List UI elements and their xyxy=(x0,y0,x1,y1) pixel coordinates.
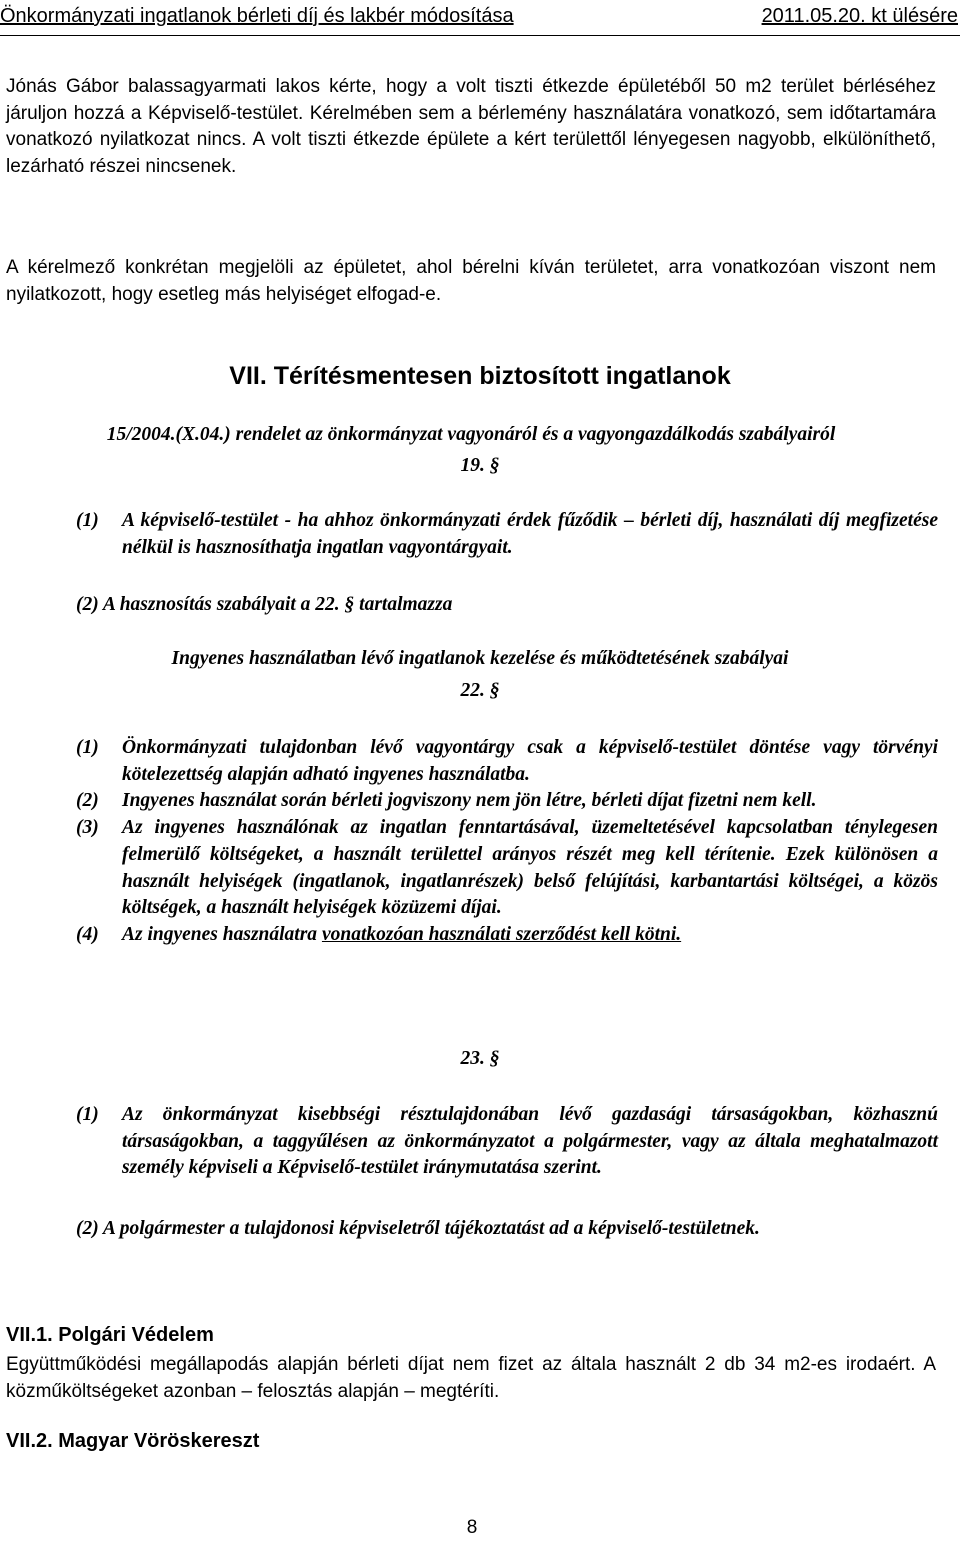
paragraph-19-item-2: (2) A hasznosítás szabályait a 22. § tartalmazza xyxy=(76,594,453,615)
paragraph-19-heading: 19. § xyxy=(460,455,500,476)
item-number: (1) xyxy=(76,510,99,531)
list-item xyxy=(76,735,938,788)
item-number: (1) xyxy=(76,737,99,758)
header-date: 2011.05.20. kt ülésére xyxy=(761,5,958,27)
section-vii1-text: Együttműködési megállapodás alapján bérleti díjat nem fizet az általa használt 2 db 34 m2-es irodaért. A közműköltségeket azonban – felosztás alapján – megtéríti. xyxy=(6,1354,936,1402)
list-item xyxy=(76,815,938,922)
page-number: 8 xyxy=(466,1517,478,1538)
item-number: (1) xyxy=(76,1104,99,1125)
list-item xyxy=(76,788,938,815)
item-number: (3) xyxy=(76,817,99,839)
header-title: Önkormányzati ingatlanok bérleti díj és lakbér módosítása xyxy=(0,5,514,27)
paragraph-23-item-2: (2) A polgármester a tulajdonosi képviseletről tájékoztatást ad a képviselő-testületnek. xyxy=(76,1218,760,1239)
section-vii1-heading: VII.1. Polgári Védelem xyxy=(6,1324,214,1346)
document-header xyxy=(0,3,960,36)
item-text: Önkormányzati tulajdonban lévő vagyontárgy csak a képviselő-testület döntése vagy törvényi kötelezettség alapján adható ingyenes használatba. xyxy=(122,737,938,785)
intro-paragraph-2: A kérelmező konkrétan megjelöli az épületet, ahol bérelni kíván területet, arra vonatkozóan viszont nem nyilatkozott, hogy esetleg más helyiséget elfogad-e. xyxy=(6,257,936,305)
paragraph-23-heading: 23. § xyxy=(460,1048,500,1069)
item-text xyxy=(76,922,938,949)
paragraph-19-item-1 xyxy=(76,508,938,561)
item-number: (4) xyxy=(76,923,99,945)
section-vii2-heading: VII.2. Magyar Vöröskereszt xyxy=(6,1430,260,1452)
item-number: (2) xyxy=(76,790,99,812)
section-vii-heading: VII. Térítésmentesen biztosított ingatlanok xyxy=(229,362,731,390)
list-item xyxy=(76,922,938,949)
paragraph-22-list xyxy=(76,735,938,949)
rendelet-title: 15/2004.(X.04.) rendelet az önkormányzat vagyonáról és a vagyongazdálkodás szabályairól xyxy=(106,424,836,445)
item-text-underlined: vonatkozóan használati szerződést kell kötni. xyxy=(321,923,682,945)
paragraph-22-title: Ingyenes használatban lévő ingatlanok kezelése és működtetésének szabályai xyxy=(171,648,789,669)
item-text: A képviselő-testület - ha ahhoz önkormányzati érdek fűződik – bérleti díj, használati díj megfizetése nélkül is hasznosíthatja ingatlan vagyontárgyait. xyxy=(122,510,938,558)
item-text: Az ingyenes használónak az ingatlan fenntartásával, üzemeltetésével kapcsolatban ténylegesen felmerülő költségeket, a használt területtel arányos részét meg kell térítenie. Ezek különösen a használt helyiségek (ingatlanok, ingatlanrészek) belső felújítási, karbantartási költségei, a közös költségek, a használt helyiségek közüzemi díjai. xyxy=(122,817,938,919)
intro-paragraph-1: Jónás Gábor balassagyarmati lakos kérte, hogy a volt tiszti étkezde épületéből 50 m2 terület bérléséhez járuljon hozzá a Képviselő-testület. Kérelmében sem a bérlemény használatára vonatkozó, sem időtartamára vonatkozó nyilatkozat nincs. A volt tiszti étkezde épülete a kért területtől lényegesen nagyobb, elkülöníthető, lezárható részei nincsenek. xyxy=(6,76,936,177)
item-text: Ingyenes használat során bérleti jogviszony nem jön létre, bérleti díjat fizetni nem kell. xyxy=(122,790,817,812)
item-text-part: Az ingyenes használatra xyxy=(122,923,322,945)
item-text: Az önkormányzat kisebbségi résztulajdonában lévő gazdasági társaságokban, közhasznú társaságokban, a taggyűlésen az önkormányzatot a polgármester, vagy az általa meghatalmazott személy képviseli a Képviselő-testület iránymutatása szerint. xyxy=(122,1104,938,1179)
paragraph-23-item-1 xyxy=(76,1102,938,1182)
paragraph-22-heading: 22. § xyxy=(460,680,500,701)
